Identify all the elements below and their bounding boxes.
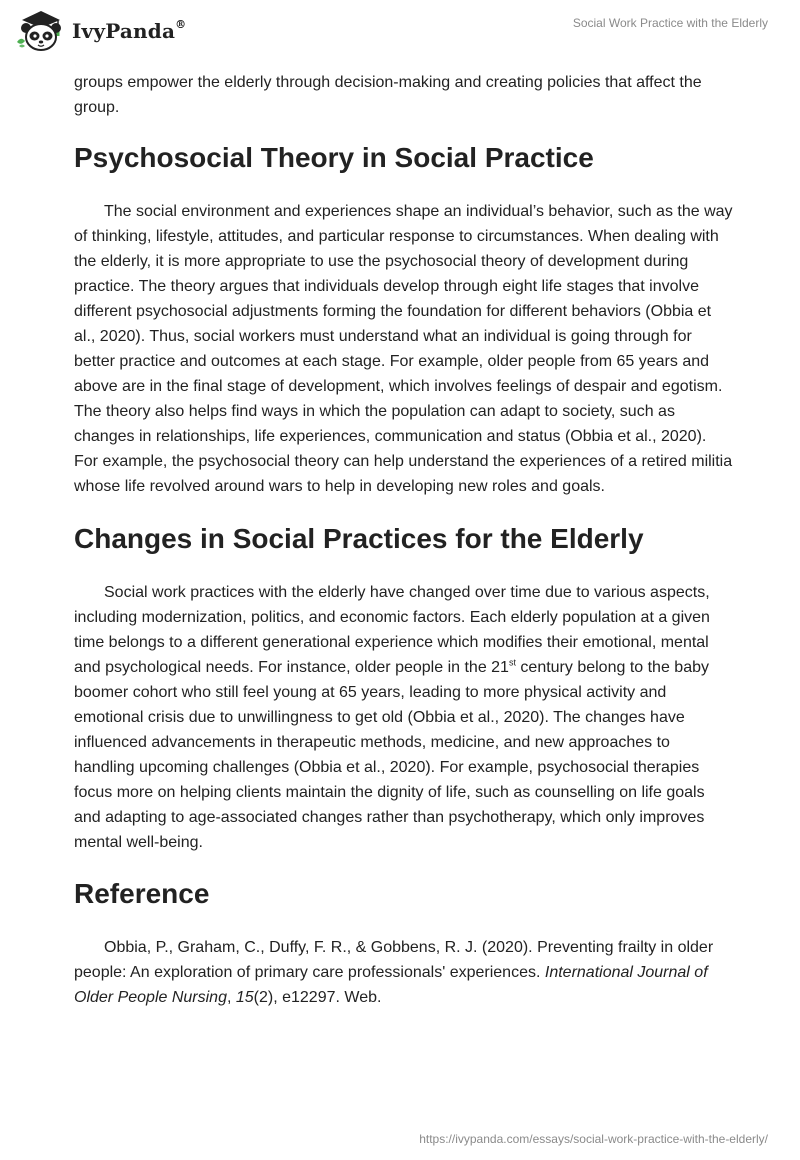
document-title: Social Work Practice with the Elderly xyxy=(572,16,768,30)
section-heading-psychosocial: Psychosocial Theory in Social Practice xyxy=(74,142,594,173)
panda-logo-icon xyxy=(14,8,68,54)
registered-mark: ® xyxy=(175,18,187,32)
section-heading-reference: Reference xyxy=(74,878,210,909)
reference-journal: International Journal of Older People Nursing xyxy=(74,964,708,1006)
reference-authors: Obbia, P., Graham, C., Duffy, F. R., & Gobbens, R. J. (2020). Preventing frailty in older people: An exploration of primary care professionals' experiences. xyxy=(74,939,714,981)
reference-sep: , xyxy=(226,989,236,1006)
reference-rest: (2), e12297. Web. xyxy=(253,989,382,1006)
brand-name xyxy=(72,19,186,43)
source-url[interactable]: https://ivypanda.com/essays/social-work-practice-with-the-elderly/ xyxy=(419,1132,768,1146)
brand-text: IvyPanda xyxy=(72,19,176,43)
ordinal-superscript: st xyxy=(508,657,516,668)
paragraph-changes-part-b: century belong to the baby boomer cohort who still feel young at 65 years, leading to more physical activity and emotional crisis due to unwillingness to get old (Obbia et al., 2020). The changes have influenced advancements in therapeutic methods, medicine, and new approaches to handling upcoming challenges (Obbia et al., 2020). For example, psychosocial therapies focus more on helping clients maintain the dignity of life, such as counselling on life goals and adapting to age-associated changes rather than psychotherapy, which only improves mental well-being. xyxy=(74,659,709,851)
intro-paragraph: groups empower the elderly through decision-making and creating policies that affect the group. xyxy=(74,74,702,116)
paragraph-psychosocial: The social environment and experiences shape an individual’s behavior, such as the way of thinking, lifestyle, attitudes, and particular response to circumstances. When dealing with the elderly, it is more appropriate to use the psychosocial theory of development during practice. The theory argues that individuals develop through eight life stages that involve different psychosocial adjustments forming the foundation for different behaviors (Obbia et al., 2020). Thus, social workers must understand what an individual is going through for better practice and outcomes at each stage. For example, older people from 65 years and above are in the final stage of development, which involves feelings of despair and egotism. The theory also helps find ways in which the population can adapt to society, such as changes in relationships, life experiences, communication and status (Obbia et al., 2020). For example, the psychosocial theory can help understand the experiences of a retired militia whose life revolved around wars to help in developing new roles and goals. xyxy=(74,203,733,495)
section-heading-changes: Changes in Social Practices for the Elderly xyxy=(74,523,644,554)
page-header xyxy=(0,0,800,70)
essay-content xyxy=(74,70,734,1010)
reference-volume: 15 xyxy=(235,989,254,1006)
reference-entry xyxy=(74,935,734,1010)
paragraph-changes-part-a: Social work practices with the elderly have changed over time due to various aspects, including modernization, politics, and economic factors. Each elderly population at a given time belongs to a different generational experience which modifies their emotional, mental and psychological needs. For instance, older people in the 21 xyxy=(74,584,710,676)
logo[interactable] xyxy=(14,8,186,54)
paragraph-changes xyxy=(74,580,734,855)
